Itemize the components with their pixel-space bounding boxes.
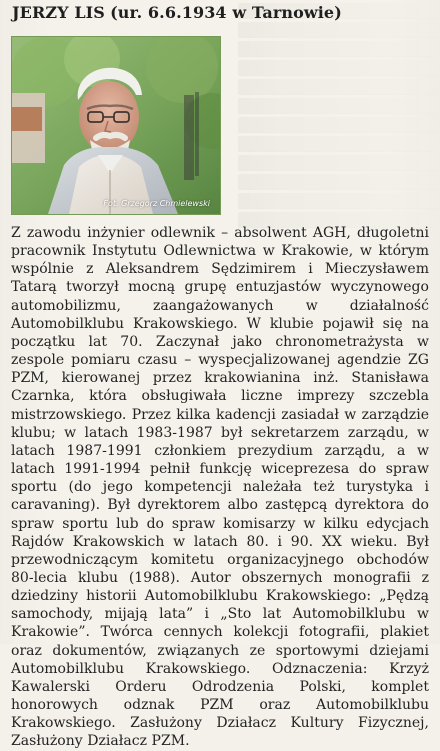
show-through-line	[238, 136, 440, 152]
show-through-line	[238, 174, 440, 190]
show-through-line	[238, 155, 440, 171]
show-through-text	[238, 0, 440, 238]
biography-text	[11, 224, 429, 751]
portrait-image	[12, 37, 220, 214]
show-through-line	[238, 193, 440, 209]
biography-header	[12, 4, 342, 22]
roof	[12, 107, 42, 131]
tree-trunk	[195, 92, 199, 176]
birth-info: (ur. 6.6.1934 w Tarnowie)	[110, 3, 342, 22]
tree-trunk	[184, 95, 194, 180]
show-through-line	[238, 98, 440, 114]
person-name: JERZY LIS	[12, 3, 105, 22]
show-through-line	[238, 117, 440, 133]
show-through-line	[238, 60, 440, 76]
moustache	[96, 135, 125, 138]
photo-credit: Fot. Grzegorz Chmielewski	[103, 199, 210, 208]
show-through-line	[238, 79, 440, 95]
portrait-photo	[11, 36, 221, 215]
biography-paragraph: Z zawodu inżynier odlewnik – absolwent AGH, długoletni pracownik Instytutu Odlewnictwa w Krakowie, w którym wspólnie z Aleksandrem Sędzimirem i Mieczysławem Tatarą tworzył mocną grupę entuzjastów wyczynowego automobilizmu, zaangażowanych w działalność Automobilklubu Krakowskiego. W klubie pojawił się na początku lat 70. Zaczynał jako chronometrażysta w zespole pomiaru czasu – wyspecjalizowanej agendzie ZG PZM, kierowanej przez krakowianina inż. Stanisława Czarnka, która obsługiwała liczne imprezy szczebla mistrzowskiego. Przez kilka kadencji zasiadał w zarządzie klubu; w latach 1983-1987 był sekretarzem zarządu, w latach 1987-1991 członkiem prezydium zarządu, a w latach 1991-1994 pełnił funkcję wiceprezesa do spraw sportu (do jego kompetencji należała też turystyka i caravaning). Był dyrektorem albo zastępcą dyrektora do spraw sportu lub do spraw komisarzy w kilku edycjach Rajdów Krakowskich w latach 80. i 90. XX wieku. Był przewodniczącym komitetu organizacyjnego obchodów 80-lecia klubu (1988). Autor obszernych monografii z dziedziny historii Automobilklubu Krakowskiego: „Pędzą samochody, mijają lata” i „Sto lat Automobilklubu w Krakowie”. Twórca cennych kolekcji fotografii, plakiet oraz dokumentów, związanych ze sportowymi dziejami Automobilklubu Krakowskiego. Odznaczenia: Krzyż Kawalerski Orderu Odrodzenia Polski, komplet honorowych odznak PZM oraz Automobilklubu Krakowskiego. Zasłużony Działacz Kultury Fizycznej, Zasłużony Działacz PZM.	[11, 225, 429, 750]
show-through-line	[238, 22, 440, 38]
show-through-line	[238, 41, 440, 57]
